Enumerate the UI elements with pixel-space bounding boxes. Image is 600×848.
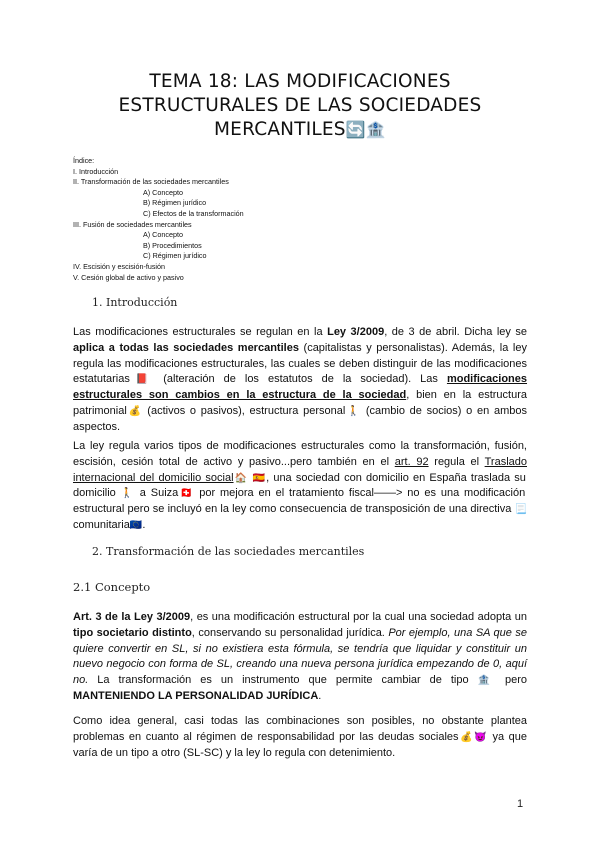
text: La transformación es un instrumento que permite cambiar de tipo	[88, 674, 478, 687]
bold-text: tipo societario distinto	[73, 626, 192, 639]
text: pero	[496, 674, 528, 687]
person-walking-icon: 🚶	[120, 488, 135, 500]
paragraph-concepto-1	[73, 610, 527, 705]
table-of-contents	[73, 156, 373, 283]
index-subitem: C) Efectos de la transformación	[143, 208, 244, 218]
bold-text: Ley 3/2009	[327, 326, 385, 338]
bold-text: MANTENIENDO LA PERSONALIDAD JURÍDICA	[73, 689, 319, 702]
bold-text: Art. 3 de la Ley 3/2009	[73, 611, 191, 623]
text: regula el	[428, 455, 485, 468]
text: , bien en la estructura patrimonial	[73, 389, 527, 417]
bold-text: aplica a todas las sociedades mercantiles	[73, 341, 299, 354]
underlined-text: art. 92	[394, 455, 429, 468]
paragraph-introduccion-2	[73, 439, 527, 534]
text: (alteración de los estatutos de la sociedad). Las	[154, 373, 447, 386]
bold-underlined-text: modificaciones estructurales son cambios en la estructura de la sociedad	[73, 373, 528, 402]
index-item: III. Fusión de sociedades mercantiles	[73, 219, 192, 229]
text: Como idea general, casi todas las combinaciones son posibles, no obstante plantea problemas en cuanto al régimen de responsabilidad por las deudas sociales	[73, 715, 527, 743]
index-subitem: B) Régimen jurídico	[143, 198, 207, 208]
text: .	[318, 689, 322, 702]
text: .	[142, 518, 146, 531]
index-item: I. Introducción	[73, 166, 119, 176]
text: ya que varía de un tipo a otro (SL-SC) y la ley lo regula con detenimiento.	[73, 730, 527, 759]
text: , es una modificación estructural por la cual una sociedad adopta un	[190, 611, 527, 623]
text: Las modificaciones estructurales se regulan en la	[73, 326, 328, 338]
index-subitem: B) Procedimientos	[143, 240, 202, 250]
index-item: V. Cesión global de activo y pasivo	[73, 272, 184, 282]
text: a Suiza	[134, 487, 179, 500]
money-devil-icon: 💰😈	[458, 731, 488, 743]
document-title	[60, 70, 540, 142]
paragraph-introduccion-1	[73, 325, 527, 436]
book-icon: 📕	[129, 374, 155, 386]
italic-text: Por ejemplo, una SA que se quiere convertir en SL, si no existiera esta fórmula, se tendría que liquidar y constituir un nuevo negocio con forma de SL, creando una nueva persona jurídica empezando de 0, aquí no.	[73, 626, 527, 687]
money-bag-icon: 💰	[126, 405, 143, 417]
title-line-2: ESTRUCTURALES DE LAS SOCIEDADES	[118, 95, 482, 116]
text: , conservando su personalidad jurídica.	[191, 626, 389, 639]
section-heading-transformacion: 2. Transformación de las sociedades mercantiles	[92, 545, 365, 558]
text: , de 3 de abril. Dicha ley se	[384, 326, 528, 338]
index-heading: Índice:	[73, 156, 95, 165]
underlined-text: Traslado internacional del domicilio social	[73, 455, 527, 484]
switzerland-flag-icon: 🇨🇭	[178, 488, 195, 500]
index-item: II. Transformación de las sociedades mercantiles	[73, 177, 229, 187]
subsection-heading-concepto: 2.1 Concepto	[73, 580, 151, 594]
text: La ley regula varios tipos de modificaciones estructurales como la transformación, fusión, escisión, cesión total de activo y pasivo...pero también en el	[73, 440, 527, 468]
title-emoji: 🔄🏦	[345, 120, 386, 139]
spain-flag-icon: 🇪🇸	[252, 472, 267, 484]
text: comunitaria	[73, 518, 130, 531]
index-subitem: A) Concepto	[143, 230, 183, 240]
paragraph-concepto-2	[73, 714, 527, 761]
person-walking-icon: 🚶	[345, 405, 362, 417]
title-line-3	[60, 118, 540, 142]
text: (activos o pasivos), estructura personal	[142, 404, 346, 417]
eu-flag-icon: 🇪🇺	[129, 519, 143, 531]
house-icon: 🏠	[233, 472, 249, 484]
page-number: 1	[517, 798, 524, 810]
text: por mejora en el tratamiento fiscal——> no es una modificación estructural pero se incluyó en la ley como consecuencia de transposición de una directiva	[73, 487, 526, 516]
section-heading-introduccion: 1. Introducción	[92, 296, 178, 309]
index-subitem: C) Régimen jurídico	[143, 251, 207, 261]
title-line-1: TEMA 18: LAS MODIFICACIONES	[149, 71, 451, 92]
text: (capitalistas y personalistas). Además, la ley regula las modificaciones estructurales, las cuales se deben distinguir de las modificaciones estatutarias	[73, 341, 527, 386]
bank-icon: 🏦	[477, 675, 496, 687]
index-item: IV. Escisión y escisión-fusión	[73, 261, 166, 271]
title-line-3-text: MERCANTILES	[214, 119, 346, 140]
text: (cambio de socios) o en ambos aspectos.	[73, 404, 527, 433]
index-subitem: A) Concepto	[143, 187, 183, 197]
text: , una sociedad con domicilio en España traslada su domicilio	[73, 471, 526, 500]
document-icon: 📃	[514, 504, 527, 516]
